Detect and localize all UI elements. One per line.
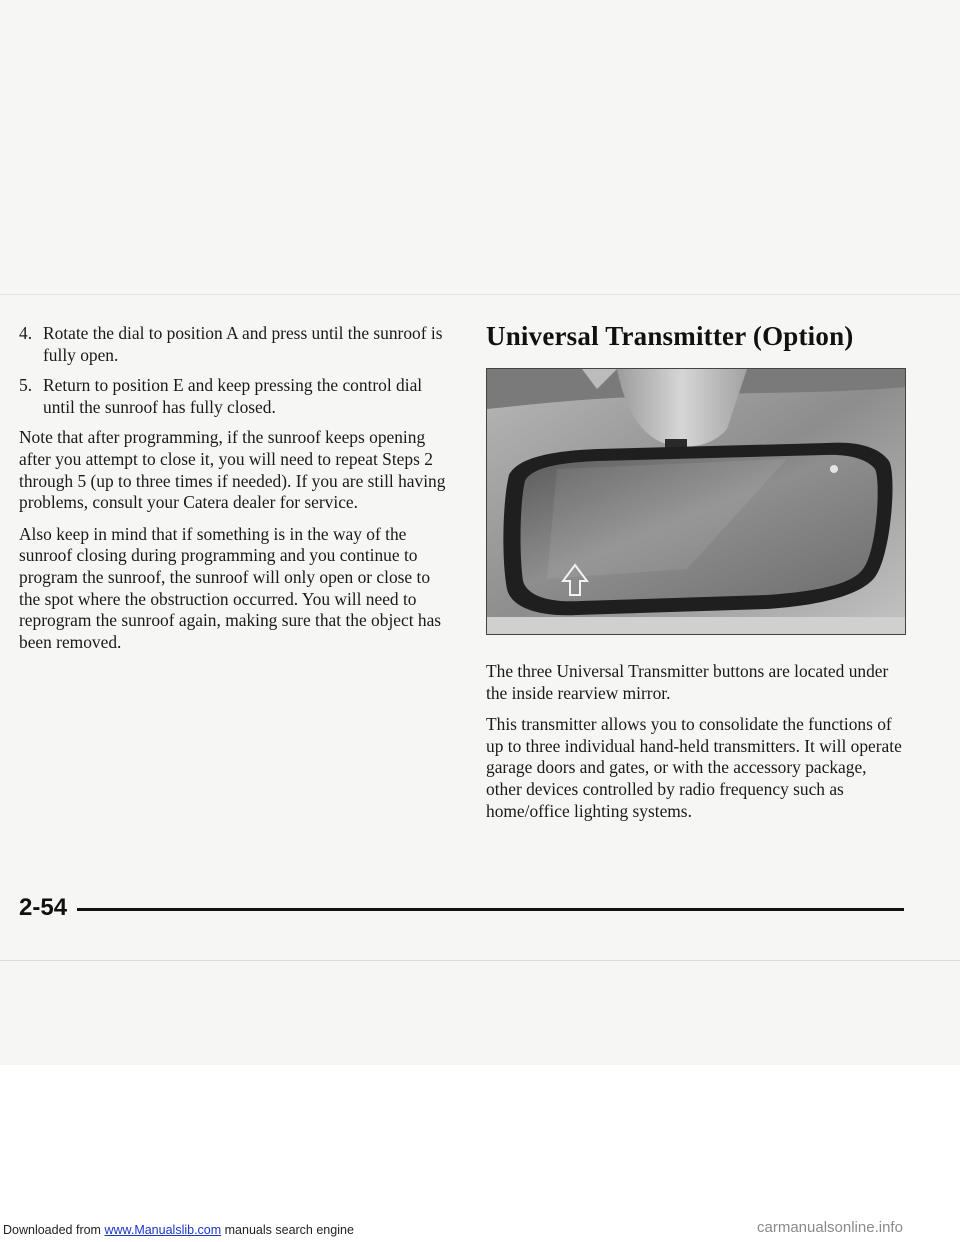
step-text: Return to position E and keep pressing the control dial until the sunroof has fully closed. (43, 375, 423, 417)
watermark-prefix: Downloaded from (3, 1223, 105, 1237)
page-footer (19, 893, 904, 923)
site-watermark: carmanualsonline.info (757, 1219, 903, 1236)
step-item (19, 375, 447, 418)
body-paragraph: This transmitter allows you to consolidate the functions of up to three individual hand-held transmitters. It will operate garage doors and gates, or with the accessory package, other devices controlled by radio frequency such as home/office lighting systems. (486, 714, 902, 821)
body-paragraph: Also keep in mind that if something is in the way of the sunroof closing during programming and you continue to program the sunroof, the sunroof will only open or close to the spot where the obstruction occurred. You will need to reprogram the sunroof again, making sure that the object has been removed. (19, 523, 442, 652)
step-number: 5. (19, 375, 33, 396)
bottom-divider (0, 960, 960, 961)
section-title: Universal Transmitter (Option) (486, 321, 854, 351)
step-text: Rotate the dial to position A and press until the sunroof is fully open. (43, 323, 443, 365)
body-paragraph: The three Universal Transmitter buttons are located under the inside rearview mirror. (486, 661, 889, 703)
left-column (19, 323, 447, 663)
step-item (19, 323, 447, 366)
manualslib-link[interactable]: www.Manualslib.com (104, 1223, 222, 1237)
step-list (19, 323, 447, 418)
right-text (486, 661, 906, 822)
right-column (486, 318, 916, 832)
top-divider (0, 294, 960, 295)
watermark-suffix: manuals search engine (221, 1223, 354, 1237)
footer-rule (77, 908, 904, 911)
step-number: 4. (19, 323, 33, 343)
body-paragraph: Note that after programming, if the sunroof keeps opening after you attempt to close it, you will need to repeat Steps 2 through 5 (up to three times if needed). If you are still having problems, consult your Catera dealer for service. (19, 427, 446, 513)
download-watermark (3, 1222, 354, 1238)
rearview-mirror-illustration (487, 369, 905, 634)
rearview-mirror-photo (486, 368, 906, 635)
page-number: 2-54 (19, 894, 68, 921)
